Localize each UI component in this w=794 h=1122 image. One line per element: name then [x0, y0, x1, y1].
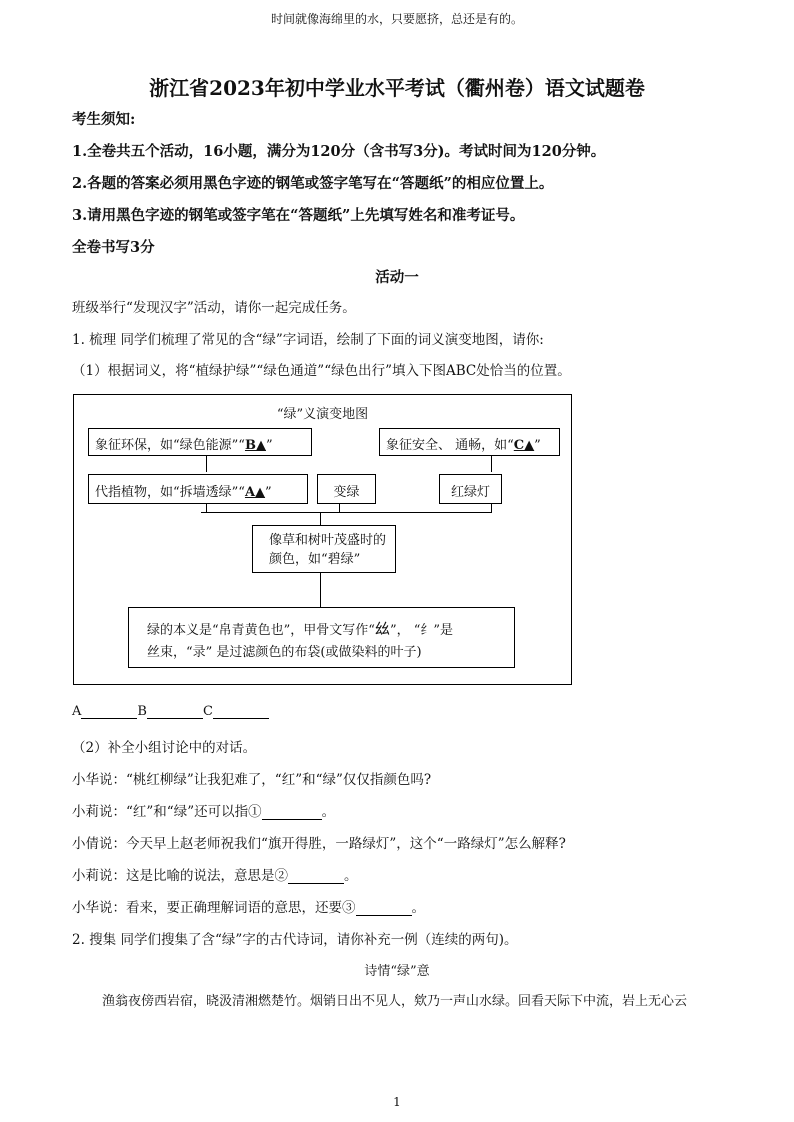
page-header-quote: 时间就像海绵里的水，只要愿挤，总还是有的。	[270, 12, 523, 26]
notice-item-1: 1.全卷共五个活动，16小题，满分为120分（含书写3分)。考试时间为120分钟。	[72, 143, 606, 160]
box-turn-green: 变绿	[317, 474, 376, 504]
question-2: 2. 搜集 同学们搜集了含“绿”字的古代诗词，请你补充一例（连续的两句)。	[72, 932, 518, 948]
page-title: 浙江省2023年初中学业水平考试（衢州卷）语文试题卷	[149, 76, 645, 100]
answer-slot-a: A▲	[244, 485, 266, 500]
page-number: 1	[393, 1095, 401, 1109]
dialogue-line-1: 小华说：“桃红柳绿”让我犯难了，“红”和“绿”仅仅指颜色吗?	[72, 772, 432, 788]
word-evolution-diagram	[73, 394, 572, 685]
blank-c[interactable]	[213, 704, 269, 719]
blank-b[interactable]	[147, 704, 203, 719]
poem-title: 诗情“绿”意	[364, 964, 430, 979]
notice-item-3: 3.请用黑色字迹的钢笔或签字笔在“答题纸”上先填写姓名和准考证号。	[72, 207, 525, 224]
blank-1[interactable]	[262, 805, 322, 820]
dialogue-line-5: 小华说：看来，要正确理解词语的意思，还要③ 。	[72, 900, 425, 916]
dialogue-line-3: 小倩说：今天早上赵老师祝我们“旗开得胜，一路绿灯”，这个“一路绿灯”怎么解释?	[72, 836, 566, 852]
writing-score: 全卷书写3分	[72, 239, 155, 256]
blank-3[interactable]	[356, 901, 412, 916]
box-plants: 代指植物，如“拆墙透绿”“A▲”	[88, 474, 308, 504]
oracle-bone-glyph: 𢆶	[374, 620, 390, 638]
blank-a[interactable]	[81, 704, 137, 719]
notice-item-2: 2.各题的答案必须用黑色字迹的钢笔或签字笔写在“答题纸”的相应位置上。	[72, 175, 554, 192]
activity-heading: 活动一	[375, 269, 419, 286]
activity-intro: 班级举行“发现汉字”活动，请你一起完成任务。	[72, 300, 356, 316]
question-1: 1. 梳理 同学们梳理了常见的含“绿”字词语，绘制了下面的词义演变地图，请你:	[72, 332, 544, 348]
box-safety: 象征安全、 通畅，如“C▲”	[379, 428, 560, 456]
box-traffic-light: 红绿灯	[439, 474, 502, 504]
diagram-title: “绿”义演变地图	[276, 407, 369, 422]
box-original-meaning: 绿的本义是“帛青黄色也”，甲骨文写作“𢆶”， “纟”是 丝束，“录” 是过滤颜色的布袋(或做染料的叶子)	[128, 607, 515, 668]
answer-slot-c: C▲	[513, 438, 535, 453]
dialogue-line-4: 小莉说：这是比喻的说法，意思是② 。	[72, 868, 358, 884]
answer-slot-b: B▲	[244, 438, 266, 453]
question-1-1: （1）根据词义，将“植绿护绿”“绿色通道”“绿色出行”填入下图ABC处恰当的位置。	[72, 363, 571, 379]
blank-2[interactable]	[288, 869, 344, 884]
abc-answer-line: A B C	[72, 704, 269, 719]
dialogue-line-2: 小莉说：“红”和“绿”还可以指① 。	[72, 804, 336, 820]
box-environment: 象征环保，如“绿色能源”“B▲”	[88, 428, 312, 456]
notice-heading: 考生须知:	[72, 111, 136, 128]
poem-text: 渔翁夜傍西岩宿，晓汲清湘燃楚竹。烟销日出不见人，欸乃一声山水绿。回看天际下中流，岩上无心云	[102, 994, 688, 1009]
box-color-meaning: 像草和树叶茂盛时的 颜色，如“碧绿”	[252, 525, 396, 573]
question-1-2: （2）补全小组讨论中的对话。	[72, 740, 257, 756]
